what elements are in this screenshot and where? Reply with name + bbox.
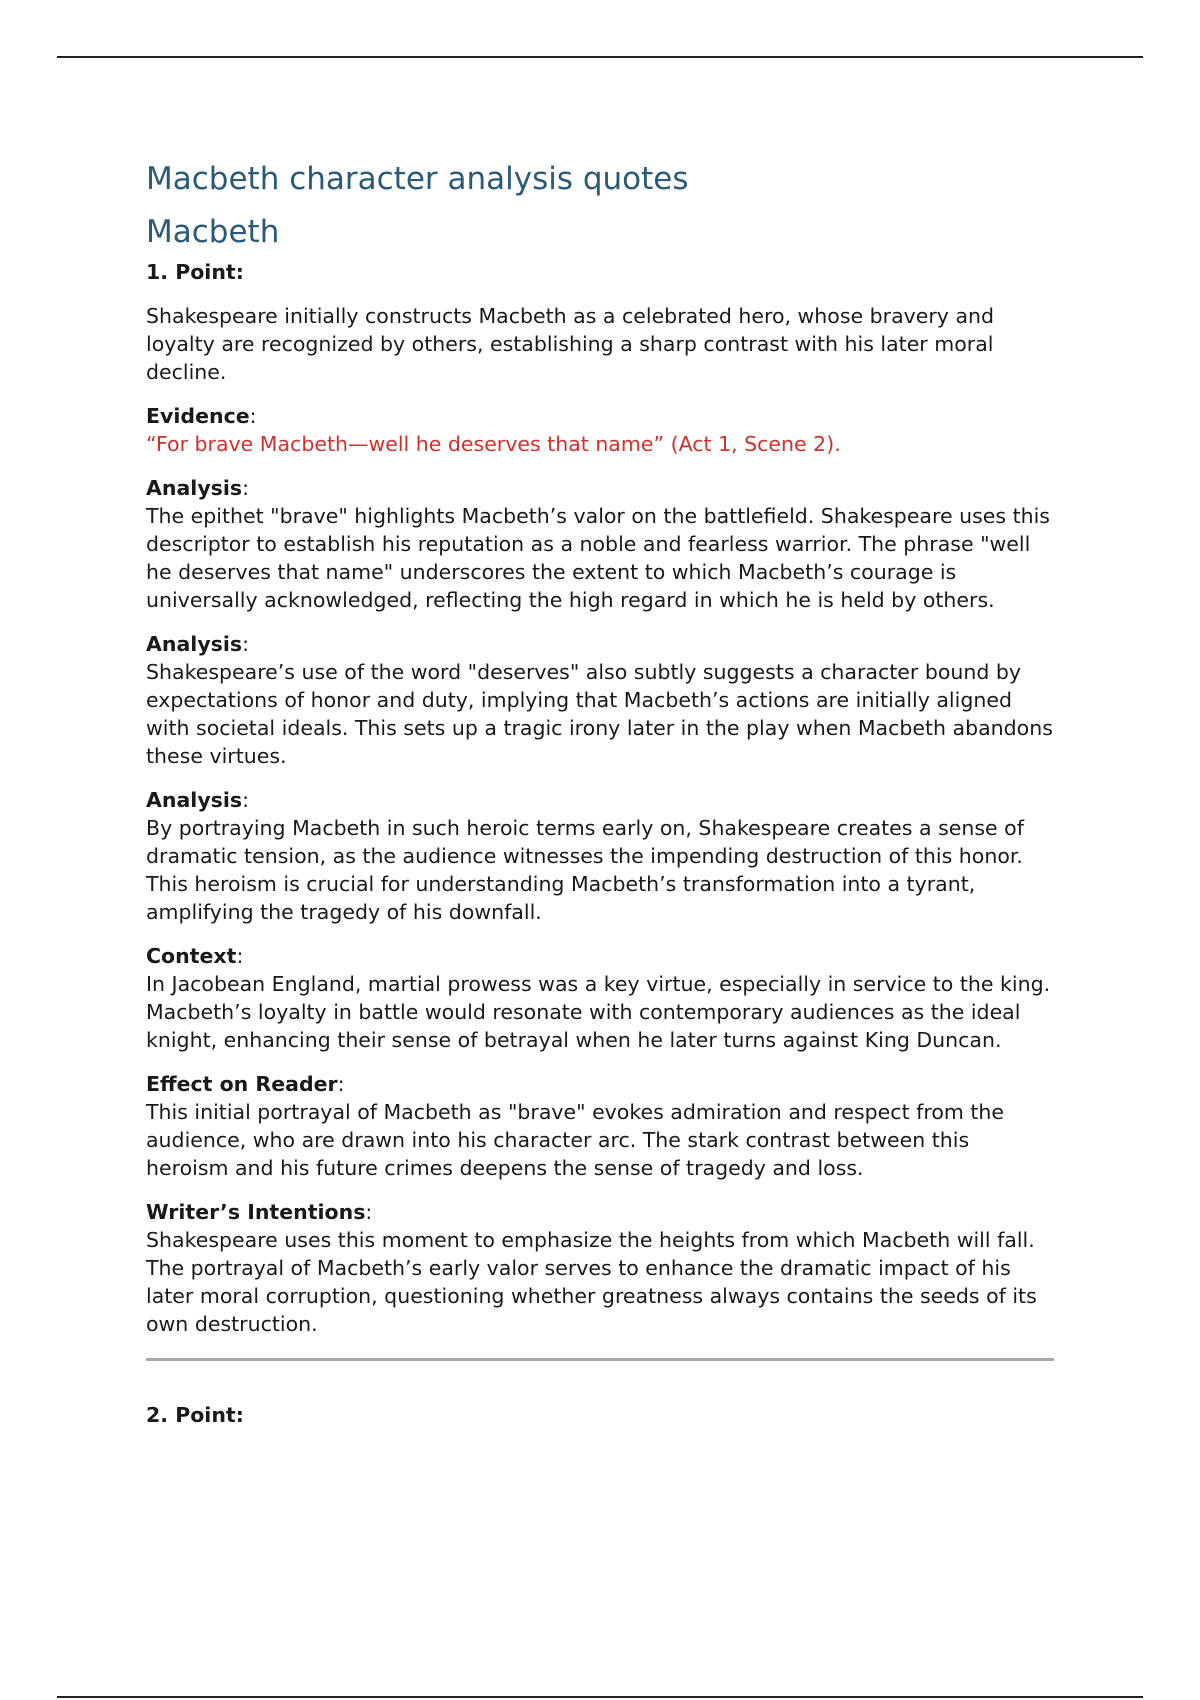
effect-text: This initial portrayal of Macbeth as "brave" evokes admiration and respect from the audience, who are drawn into his character arc. The stark contrast between this heroism and his future crimes deepens the sense of tragedy and loss. bbox=[146, 1100, 1004, 1180]
context-block bbox=[146, 942, 1056, 1054]
analysis-text: The epithet "brave" highlights Macbeth’s valor on the battlefield. Shakespeare uses this descriptor to establish his reputation as a noble and fearless warrior. The phrase "well he deserves that name" underscores the extent to which Macbeth’s courage is universally acknowledged, reflecting the high regard in which he is held by others. bbox=[146, 504, 1050, 612]
effect-block bbox=[146, 1070, 1056, 1182]
intentions-block bbox=[146, 1198, 1056, 1338]
evidence-label: Evidence: bbox=[146, 404, 257, 428]
intentions-text: Shakespeare uses this moment to emphasize the heights from which Macbeth will fall. The portrayal of Macbeth’s early valor serves to enhance the dramatic impact of his later moral corruption, questioning whether greatness always contains the seeds of its own destruction. bbox=[146, 1228, 1037, 1336]
analysis-label: Analysis: bbox=[146, 476, 250, 500]
context-label: Context: bbox=[146, 944, 244, 968]
document-title: Macbeth character analysis quotes bbox=[146, 161, 689, 197]
context-text: In Jacobean England, martial prowess was a key virtue, especially in service to the king. Macbeth’s loyalty in battle would resonate with contemporary audiences as the ideal knight, enhancing their sense of betrayal when he later turns against King Duncan. bbox=[146, 972, 1051, 1052]
analysis-label: Analysis: bbox=[146, 632, 250, 656]
analysis-text: By portraying Macbeth in such heroic terms early on, Shakespeare creates a sense of dramatic tension, as the audience witnesses the impending destruction of this honor. This heroism is crucial for understanding Macbeth’s transformation into a tyrant, amplifying the tragedy of his downfall. bbox=[146, 816, 1024, 924]
page-bottom-rule bbox=[57, 1696, 1143, 1698]
point-1-text: Shakespeare initially constructs Macbeth as a celebrated hero, whose bravery and loyalty are recognized by others, establishing a sharp contrast with his later moral decline. bbox=[146, 304, 995, 384]
analysis-block-2 bbox=[146, 630, 1056, 770]
point-1-heading: 1. Point: bbox=[146, 260, 244, 284]
section-divider bbox=[146, 1358, 1054, 1361]
point-2-heading: 2. Point: bbox=[146, 1403, 244, 1427]
document-body bbox=[146, 155, 1056, 1429]
analysis-text: Shakespeare’s use of the word "deserves" also subtly suggests a character bound by expectations of honor and duty, implying that Macbeth’s actions are initially aligned with societal ideals. This sets up a tragic irony later in the play when Macbeth abandons these virtues. bbox=[146, 660, 1053, 768]
evidence-quote: “For brave Macbeth—well he deserves that name” (Act 1, Scene 2). bbox=[146, 432, 841, 456]
intentions-label: Writer’s Intentions: bbox=[146, 1200, 373, 1224]
analysis-label: Analysis: bbox=[146, 788, 250, 812]
effect-label: Effect on Reader: bbox=[146, 1072, 345, 1096]
section-heading: Macbeth bbox=[146, 214, 280, 250]
page-top-rule bbox=[57, 56, 1143, 58]
analysis-block-3 bbox=[146, 786, 1056, 926]
analysis-block-1 bbox=[146, 474, 1056, 614]
evidence-block bbox=[146, 402, 1056, 458]
